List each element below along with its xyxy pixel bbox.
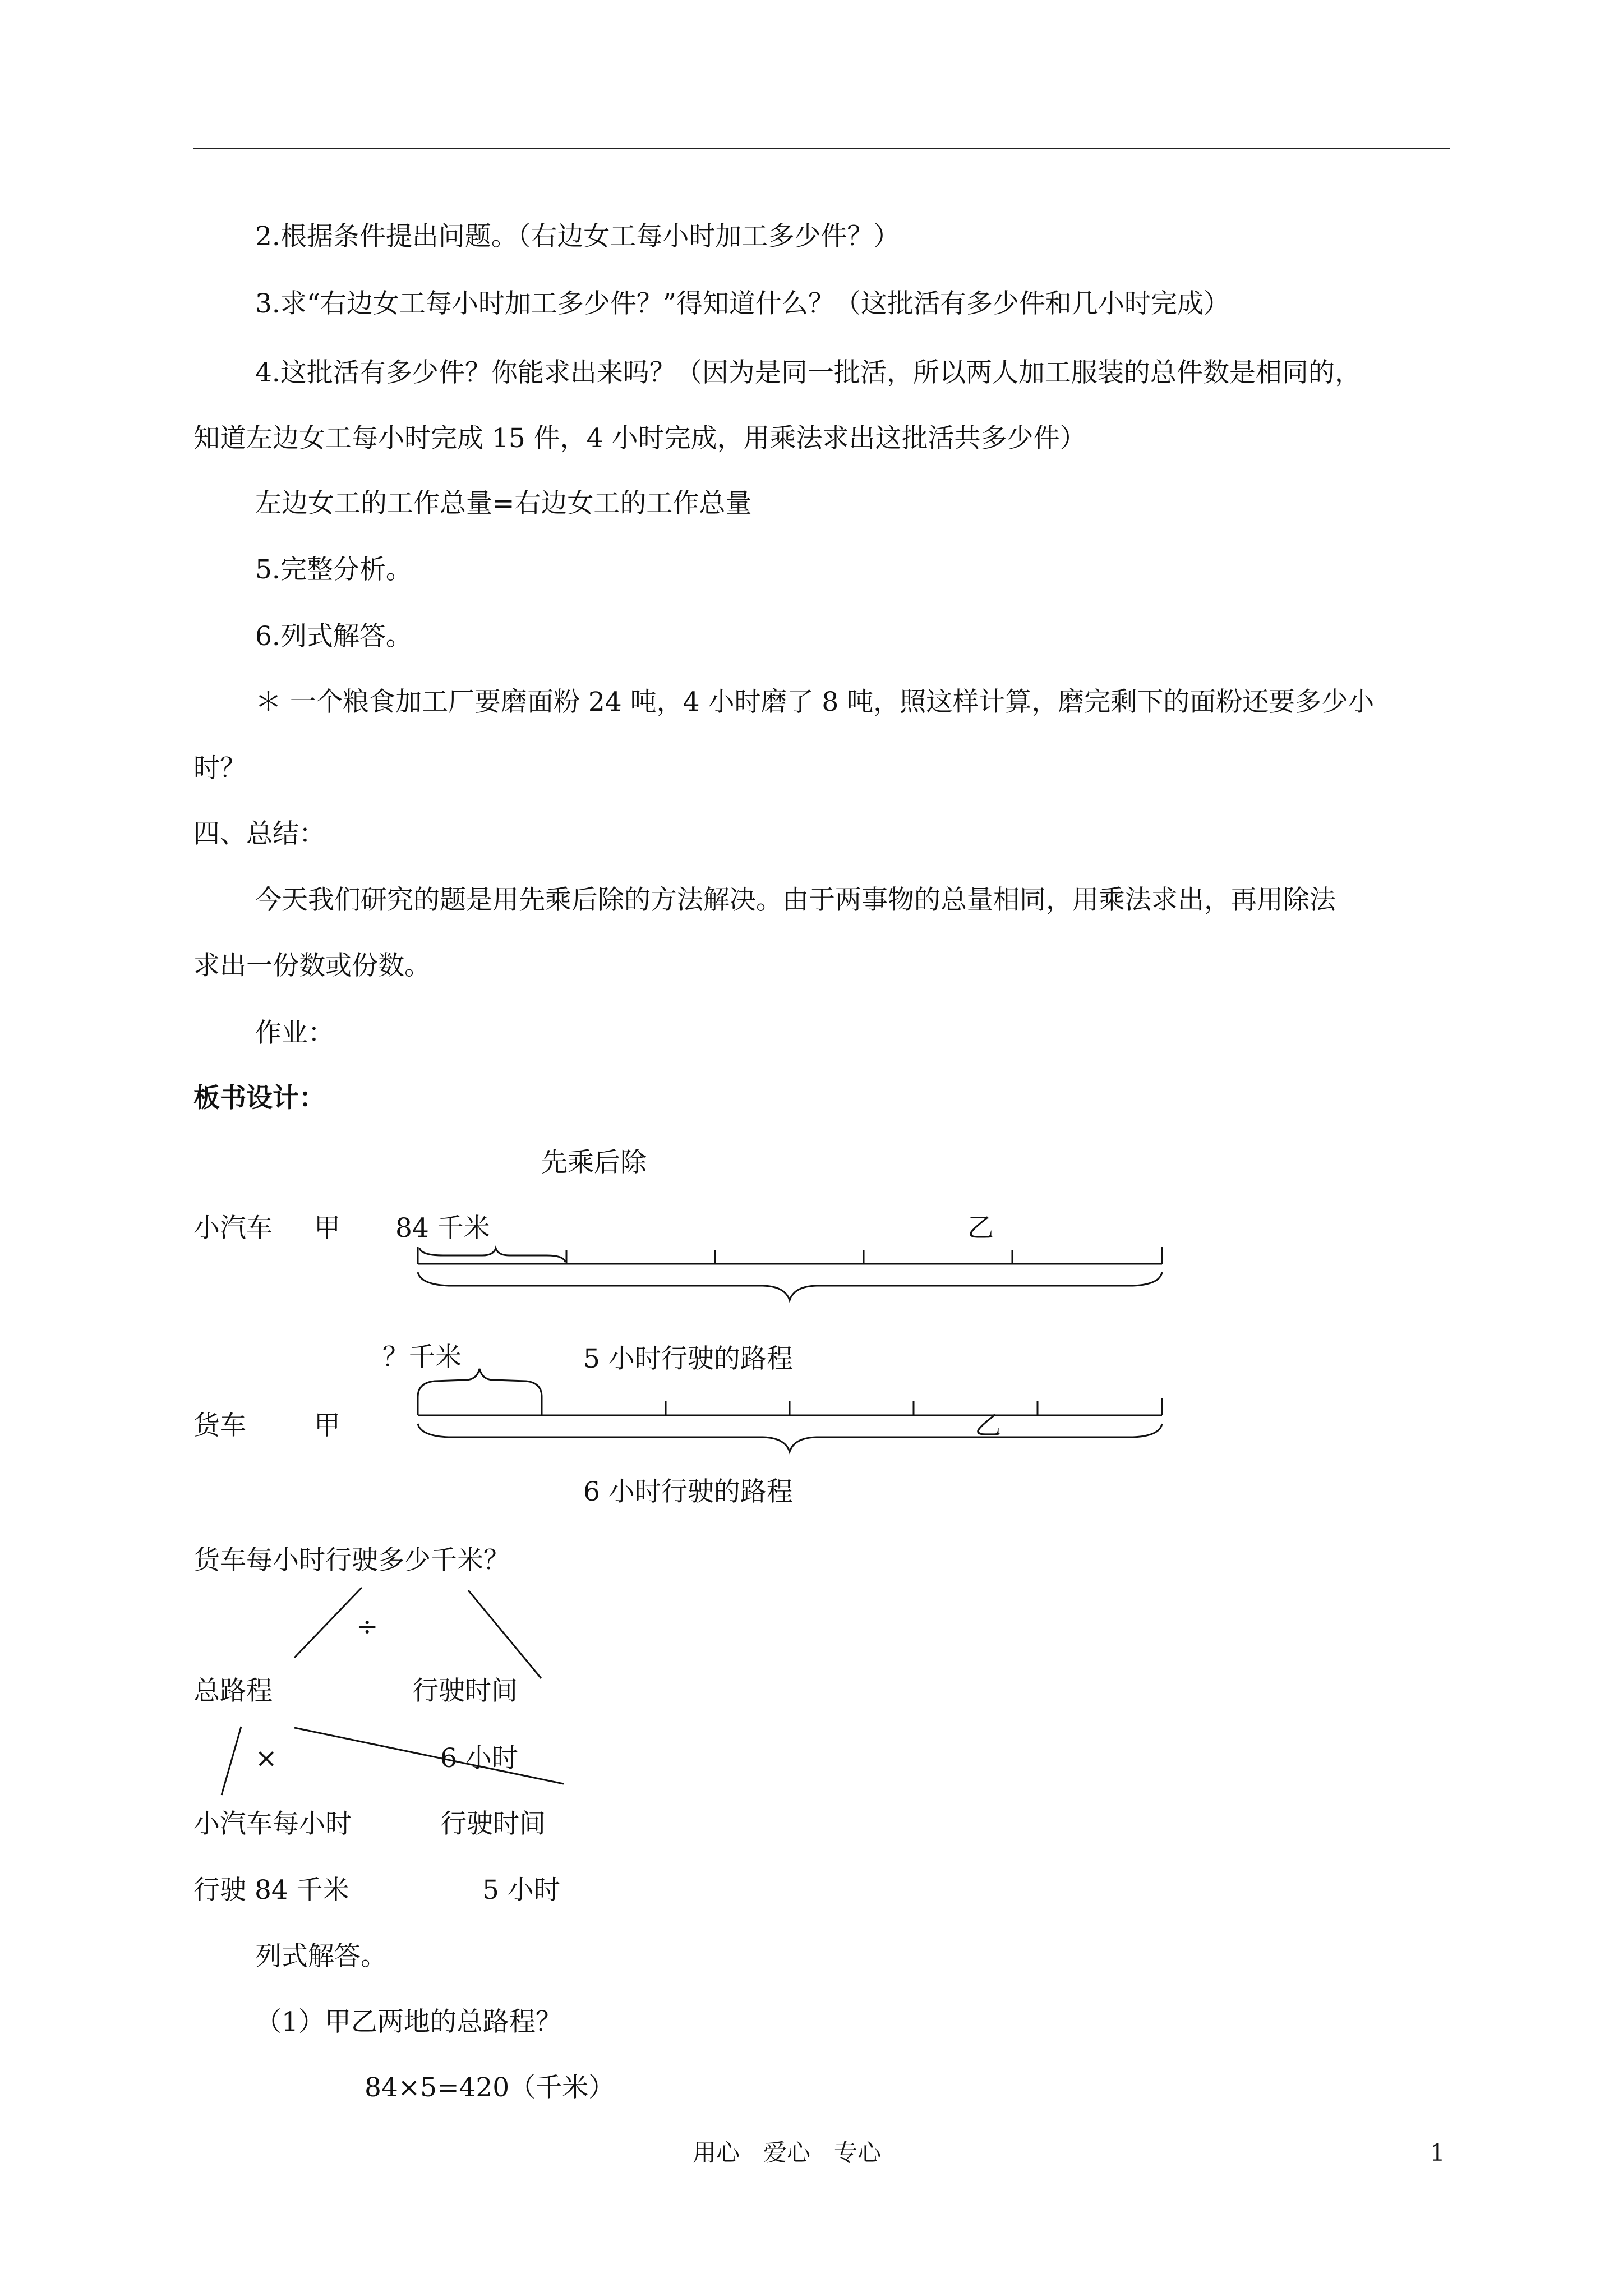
text-line: 2.根据条件提出问题。（右边女工每小时加工多少件？） [255,221,900,252]
text-line: 4.这批活有多少件？你能求出来吗？（因为是同一批活，所以两人加工服装的总件数是相同的， [255,357,1361,388]
board-heading: 板书设计： [193,1083,325,1114]
tree-5-hours: 5 小时 [482,1875,560,1906]
text-line: 知道左边女工每小时完成 15 件，4 小时完成，用乘法求出这批活共多少件） [193,423,1086,454]
car-label: 小汽车 [193,1213,273,1244]
truck-total-label: 6 小时行驶的路程 [583,1476,793,1507]
tree-car-84km: 行驶 84 千米 [193,1875,349,1906]
point-yi: 乙 [967,1213,994,1244]
multiply-sign: × [255,1743,278,1774]
tree-line [222,1727,241,1795]
tree-total-distance: 总路程 [193,1676,273,1706]
tree-line [294,1728,564,1784]
text-line: 时？ [193,753,246,784]
tree-6-hours: 6 小时 [440,1743,518,1774]
point-yi: 乙 [975,1410,1001,1441]
answer-equation: 84×5=420（千米） [365,2072,615,2103]
board-title: 先乘后除 [541,1147,647,1178]
brace-truck-total [418,1424,1162,1452]
car-total-label: 5 小时行驶的路程 [583,1343,793,1374]
tree-car-each-hour: 小汽车每小时 [193,1809,352,1839]
text-line: 3.求“右边女工每小时加工多少件？”得知道什么？（这批活有多少件和几小时完成） [255,288,1230,319]
brace-84km [419,1248,565,1262]
point-jia: 甲 [314,1410,340,1441]
truck-segment-label: ？千米 [382,1342,462,1373]
brace-car-total [418,1272,1162,1300]
text-line: 6.列式解答。 [255,621,412,652]
section-heading: 四、总结： [193,818,325,849]
divide-sign: ÷ [356,1611,379,1642]
text-line: 左边女工的工作总量=右边女工的工作总量 [255,488,752,519]
tree-travel-time: 行驶时间 [412,1676,518,1706]
truck-label: 货车 [193,1410,246,1441]
text-line: 5.完整分析。 [255,554,412,585]
text-line: 作业： [255,1018,334,1048]
answer-question: （1）甲乙两地的总路程？ [255,2007,562,2037]
tree-question: 货车每小时行驶多少千米？ [193,1545,510,1576]
car-segment-label: 84 千米 [395,1213,490,1244]
tree-travel-time: 行驶时间 [440,1809,546,1839]
tree-line [468,1590,541,1678]
text-line: 求出一份数或份数。 [193,950,431,981]
point-jia: 甲 [314,1213,340,1244]
brace-truck-segment [418,1369,542,1414]
text-line: 今天我们研究的题是用先乘后除的方法解决。由于两事物的总量相同，用乘法求出，再用除法 [255,885,1336,915]
tree-line [294,1588,362,1658]
footer-motto: 用心 爱心 专心 [693,2139,882,2166]
answer-heading: 列式解答。 [255,1941,387,1972]
page-number: 1 [1430,2139,1445,2166]
text-line: ＊ 一个粮食加工厂要磨面粉 24 吨，4 小时磨了 8 吨，照这样计算，磨完剩下的面粉还要多少小 [255,687,1375,717]
